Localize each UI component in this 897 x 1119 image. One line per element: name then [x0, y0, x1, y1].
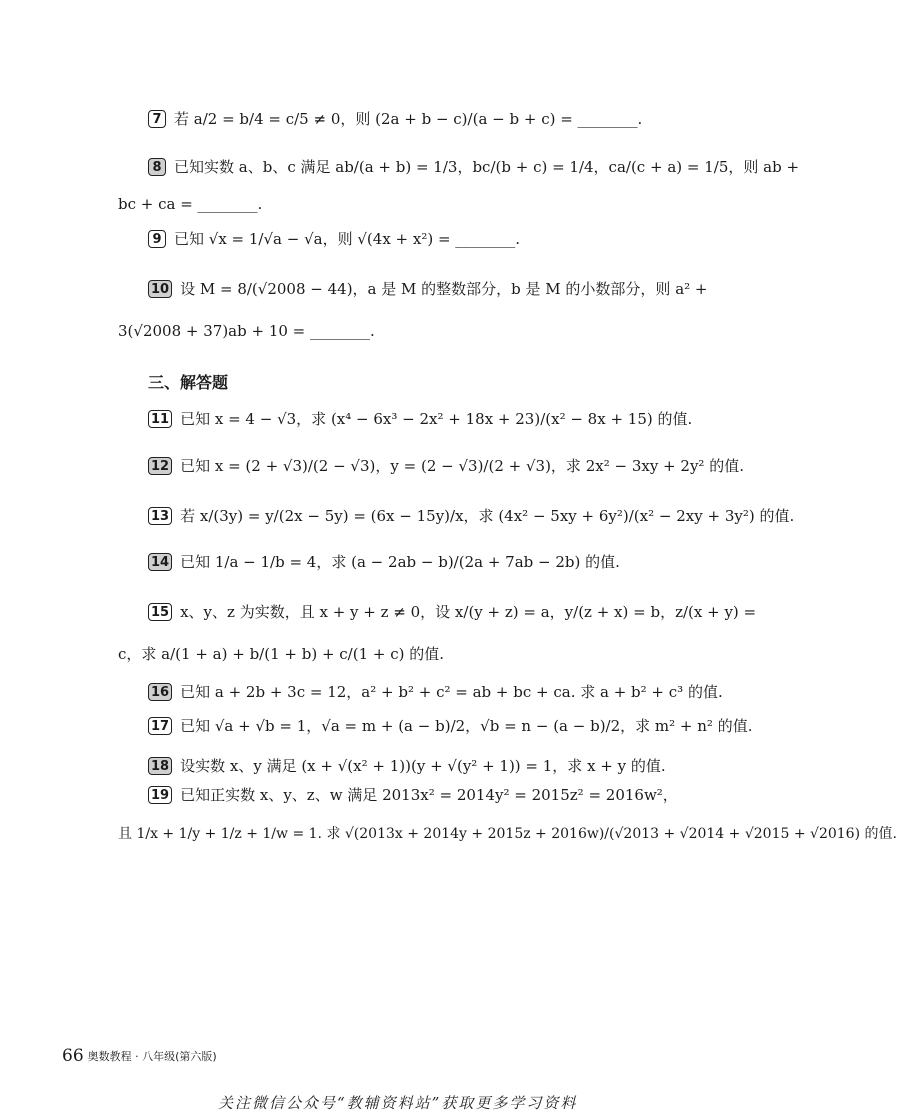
problem-text: 已知 a + 2b + 3c = 12，a² + b² + c² = ab + bc + ca. 求 a + b² + c³ 的值.	[180, 683, 723, 701]
problem-12	[148, 457, 744, 475]
problem-number: 16	[148, 683, 172, 701]
problem-18	[148, 757, 666, 775]
problem-17	[148, 717, 752, 735]
problem-19	[148, 786, 678, 804]
problem-number: 9	[148, 230, 166, 248]
watermark-text: 关注微信公众号“教辅资料站”获取更多学习资料	[218, 1094, 578, 1112]
problem-8-continued	[118, 195, 262, 213]
problem-text: 已知 √x = 1/√a − √a，则 √(4x + x²) = ________.	[174, 230, 521, 248]
problem-text: c，求 a/(1 + a) + b/(1 + b) + c/(1 + c) 的值.	[118, 645, 445, 663]
problem-text: x、y、z 为实数，且 x + y + z ≠ 0，设 x/(y + z) = a，y/(z + x) = b，z/(x + y) =	[180, 603, 757, 621]
problem-number: 8	[148, 158, 166, 176]
problem-number: 11	[148, 410, 172, 428]
problem-number: 13	[148, 507, 172, 525]
problem-number: 18	[148, 757, 172, 775]
problem-15	[148, 603, 756, 621]
problem-15-continued	[118, 645, 444, 663]
problem-number: 15	[148, 603, 172, 621]
problem-text: 已知实数 a、b、c 满足 ab/(a + b) = 1/3，bc/(b + c) = 1/4，ca/(c + a) = 1/5，则 ab +	[174, 158, 800, 176]
problem-number: 10	[148, 280, 172, 298]
problem-text: bc + ca = ________.	[118, 195, 263, 213]
problem-text: 已知 x = 4 − √3，求 (x⁴ − 6x³ − 2x² + 18x + 23)/(x² − 8x + 15) 的值.	[180, 410, 693, 428]
problem-number: 17	[148, 717, 172, 735]
problem-7	[148, 110, 642, 128]
problem-10-continued	[118, 322, 375, 340]
page-footer	[62, 1046, 217, 1066]
problem-number: 12	[148, 457, 172, 475]
problem-text: 设 M = 8/(√2008 − 44)，a 是 M 的整数部分，b 是 M 的小数部分，则 a² +	[180, 280, 708, 298]
problem-14	[148, 553, 620, 571]
problem-9	[148, 230, 520, 248]
problem-13	[148, 507, 794, 525]
problem-number: 14	[148, 553, 172, 571]
problem-text: 已知正实数 x、y、z、w 满足 2013x² = 2014y² = 2015z² = 2016w²，	[180, 786, 678, 804]
problem-text: 3(√2008 + 37)ab + 10 = ________.	[118, 322, 375, 340]
problem-text: 已知 x = (2 + √3)/(2 − √3)，y = (2 − √3)/(2 + √3)，求 2x² − 3xy + 2y² 的值.	[180, 457, 744, 475]
problem-16	[148, 683, 723, 701]
problem-11	[148, 410, 692, 428]
section-title: 三、解答题	[148, 373, 229, 392]
problem-text: 若 x/(3y) = y/(2x − 5y) = (6x − 15y)/x，求 (4x² − 5xy + 6y²)/(x² − 2xy + 3y²) 的值.	[180, 507, 795, 525]
problem-text: 已知 √a + √b = 1，√a = m + (a − b)/2，√b = n − (a − b)/2，求 m² + n² 的值.	[180, 717, 753, 735]
problem-text: 设实数 x、y 满足 (x + √(x² + 1))(y + √(y² + 1)) = 1，求 x + y 的值.	[180, 757, 666, 775]
problem-8	[148, 158, 799, 176]
problem-10	[148, 280, 707, 298]
problem-text: 且 1/x + 1/y + 1/z + 1/w = 1. 求 √(2013x + 2014y + 2015z + 2016w)/(√2013 + √2014 + √2015 + √2016) 的值.	[118, 826, 897, 842]
problem-text: 若 a/2 = b/4 = c/5 ≠ 0，则 (2a + b − c)/(a − b + c) = ________.	[174, 110, 643, 128]
problem-text: 已知 1/a − 1/b = 4，求 (a − 2ab − b)/(2a + 7ab − 2b) 的值.	[180, 553, 620, 571]
problem-19-continued	[118, 826, 897, 843]
book-title: 奥数教程 · 八年级(第六版)	[87, 1049, 217, 1063]
problem-number: 19	[148, 786, 172, 804]
page-number: 66	[62, 1046, 84, 1066]
problem-number: 7	[148, 110, 166, 128]
